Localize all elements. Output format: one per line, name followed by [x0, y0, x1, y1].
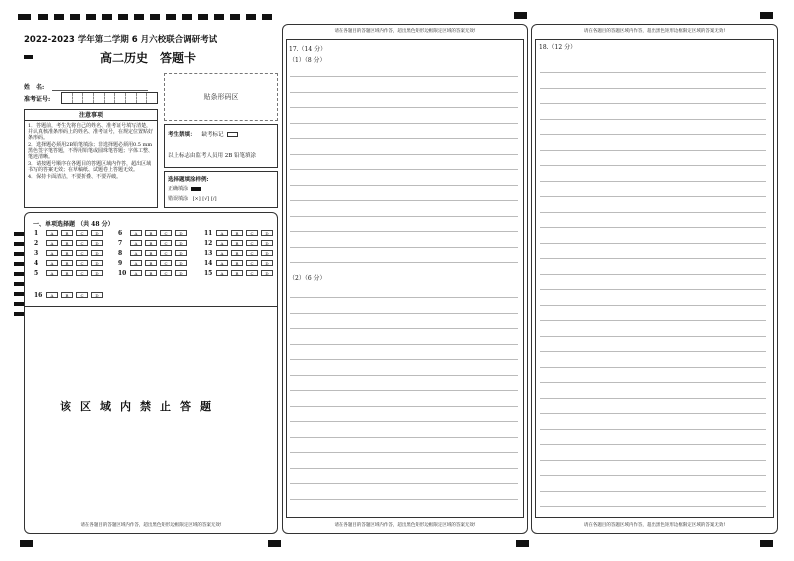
mcq-question-row	[118, 259, 190, 267]
ruled-line	[540, 305, 766, 306]
answer-bubble-b[interactable]: B	[61, 292, 73, 298]
ruled-line	[290, 468, 518, 469]
question-number: 2	[34, 239, 39, 247]
ruled-line	[540, 243, 766, 244]
ruled-line	[290, 297, 518, 298]
answer-bubble-c[interactable]: C	[76, 292, 88, 298]
ruled-line	[540, 150, 766, 151]
answer-bubble-a[interactable]: A	[46, 292, 58, 298]
name-field[interactable]	[52, 90, 148, 91]
question-number: 13	[204, 249, 213, 257]
forbidden-label: 考生禁填：	[168, 132, 196, 138]
absent-mark-label: 缺考标记	[201, 132, 224, 138]
mcq-question-row	[204, 269, 276, 277]
ruled-line	[290, 390, 518, 391]
ruled-line	[290, 344, 518, 345]
answer-bubble-c[interactable]: C	[76, 260, 88, 266]
ruled-line	[540, 196, 766, 197]
exam-id-boxes[interactable]	[61, 92, 158, 104]
ruled-line	[290, 200, 518, 201]
answer-bubble-c[interactable]: C	[76, 270, 88, 276]
ruled-line	[540, 475, 766, 476]
ruled-line	[290, 154, 518, 155]
answer-bubble-d[interactable]: D	[261, 270, 273, 276]
answer-bubble-b[interactable]: B	[145, 250, 157, 256]
absent-mark-box[interactable]	[227, 132, 238, 137]
answer-bubble-d[interactable]: D	[91, 240, 103, 246]
notes-title: 注意事项	[25, 110, 157, 121]
answer-bubble-d[interactable]: D	[175, 250, 187, 256]
barcode-label: 贴条形码区	[203, 93, 239, 101]
notes-item: 2．选择题必须用2B铅笔填涂；非选择题必须用0.5 mm 黑色签字笔答题，不得用铅笔或圆珠笔答题；字体工整、笔迹清晰。	[28, 142, 154, 160]
exam-title: 2022-2023 学年第二学期 6 月六校联合调研考试	[24, 35, 218, 45]
answer-bubble-c[interactable]: C	[160, 230, 172, 236]
boundary-note: 请在各题目的答题区域内作答，超出黑色矩形边框限定区域的答案无效!	[583, 29, 726, 34]
question-number: 8	[118, 249, 123, 257]
answer-bubble-a[interactable]: A	[216, 240, 228, 246]
ruled-line	[540, 119, 766, 120]
ruled-line	[540, 72, 766, 73]
answer-bubble-b[interactable]: B	[145, 270, 157, 276]
question-number: 3	[34, 249, 39, 257]
ruled-line	[540, 134, 766, 135]
ruled-line	[540, 429, 766, 430]
sample-title: 选择题填涂样例:	[168, 177, 209, 183]
mcq-question-row	[204, 229, 276, 237]
mcq-question-row	[34, 259, 106, 267]
ruled-line	[290, 107, 518, 108]
question-number: 14	[204, 259, 213, 267]
ruled-line	[540, 320, 766, 321]
question-number: 16	[34, 291, 43, 299]
answer-bubble-d[interactable]: D	[91, 270, 103, 276]
mcq-question-row	[34, 291, 106, 299]
answer-bubble-d[interactable]: D	[91, 250, 103, 256]
question-number: 6	[118, 229, 123, 237]
ruled-line	[540, 227, 766, 228]
no-answer-zone: 该区域内禁止答题	[60, 400, 220, 413]
ruled-line	[540, 336, 766, 337]
ruled-line	[290, 375, 518, 376]
ruled-line	[290, 247, 518, 248]
answer-bubble-d[interactable]: D	[261, 260, 273, 266]
mcq-question-row	[204, 259, 276, 267]
answer-bubble-c[interactable]: C	[160, 250, 172, 256]
ruled-line	[540, 506, 766, 507]
notes-item: 4．保持卡面清洁，不要折叠、不要弄破。	[28, 174, 122, 180]
boundary-note: 请在各题目的答题区域内作答，超出黑色矩形边框限定区域的答案无效!	[583, 523, 726, 528]
answer-bubble-b[interactable]: B	[231, 240, 243, 246]
ruled-line	[290, 437, 518, 438]
answer-bubble-a[interactable]: A	[130, 230, 142, 236]
answer-bubble-b[interactable]: B	[61, 230, 73, 236]
answer-bubble-c[interactable]: C	[160, 260, 172, 266]
answer-bubble-d[interactable]: D	[91, 260, 103, 266]
answer-bubble-d[interactable]: D	[261, 230, 273, 236]
answer-bubble-d[interactable]: D	[175, 260, 187, 266]
ruled-line	[540, 212, 766, 213]
question-number: 15	[204, 269, 213, 277]
answer-bubble-c[interactable]: C	[76, 230, 88, 236]
boundary-note: 请在各题目的答题区域内作答，超出黑色矩形边框限定区域的答案无效!	[80, 523, 222, 528]
ruled-line	[290, 216, 518, 217]
answer-bubble-d[interactable]: D	[261, 240, 273, 246]
ruled-line	[290, 123, 518, 124]
barcode-area	[164, 73, 278, 121]
answer-bubble-a[interactable]: A	[46, 240, 58, 246]
answer-bubble-a[interactable]: A	[46, 250, 58, 256]
q18-answer-box[interactable]	[535, 39, 774, 518]
answer-bubble-c[interactable]: C	[76, 240, 88, 246]
answer-bubble-d[interactable]: D	[175, 230, 187, 236]
proctor-box	[164, 124, 278, 168]
notes-item: 1．答题前，考生先将自己的姓名、准考证号填写清楚，并认真核准条形码上的姓名、准考证号，在规定位置贴好条形码。	[28, 123, 154, 141]
answer-bubble-c[interactable]: C	[160, 240, 172, 246]
ruled-line	[290, 328, 518, 329]
exam-id-label: 准考证号:	[24, 96, 51, 103]
question-number: 11	[204, 229, 213, 237]
answer-bubble-b[interactable]: B	[61, 240, 73, 246]
answer-bubble-b[interactable]: B	[231, 230, 243, 236]
name-label: 姓 名:	[24, 84, 45, 91]
answer-bubble-c[interactable]: C	[246, 260, 258, 266]
answer-bubble-c[interactable]: C	[76, 250, 88, 256]
mcq-question-row	[204, 249, 276, 257]
answer-bubble-b[interactable]: B	[145, 240, 157, 246]
mcq-title: 一、单项选择题 （共 48 分）	[33, 221, 114, 228]
boundary-note: 请在各题目的答题区域内作答，超出黑色矩形边框限定区域的答案无效!	[334, 29, 476, 34]
ruled-line	[290, 231, 518, 232]
answer-bubble-b[interactable]: B	[145, 230, 157, 236]
question-number: 5	[34, 269, 39, 277]
question-number: 9	[118, 259, 123, 267]
q17-part1: （1）（8 分）	[289, 57, 326, 64]
answer-bubble-b[interactable]: B	[61, 270, 73, 276]
q17-title: 17.（14 分）	[289, 46, 327, 53]
ruled-line	[290, 92, 518, 93]
ruled-line	[540, 382, 766, 383]
ruled-line	[540, 289, 766, 290]
ruled-line	[290, 185, 518, 186]
question-number: 12	[204, 239, 213, 247]
mcq-question-row	[34, 229, 106, 237]
ruled-line	[540, 165, 766, 166]
q18-title: 18.（12 分）	[539, 44, 577, 51]
notes-item: 3．请按题号顺序在各题目的答题区域内作答，超出区域书写的答案无效；在草稿纸、试题卷上答题无效。	[28, 161, 152, 173]
answer-bubble-b[interactable]: B	[231, 250, 243, 256]
answer-bubble-b[interactable]: B	[61, 250, 73, 256]
notes-box	[24, 109, 158, 208]
subject-title: 高二历史 答题卡	[100, 51, 197, 65]
ruled-line	[290, 483, 518, 484]
sample-wrong: 错误填涂	[168, 196, 189, 202]
filled-bubble-icon	[191, 187, 201, 191]
answer-bubble-b[interactable]: B	[145, 260, 157, 266]
ruled-line	[290, 76, 518, 77]
answer-bubble-a[interactable]: A	[216, 260, 228, 266]
ruled-line	[290, 169, 518, 170]
ruled-line	[540, 367, 766, 368]
answer-bubble-d[interactable]: D	[91, 230, 103, 236]
answer-bubble-c[interactable]: C	[246, 250, 258, 256]
question-number: 10	[118, 269, 127, 277]
ruled-line	[540, 398, 766, 399]
mcq-question-row	[118, 269, 190, 277]
answer-bubble-a[interactable]: A	[216, 270, 228, 276]
answer-bubble-b[interactable]: B	[231, 260, 243, 266]
answer-bubble-a[interactable]: A	[216, 250, 228, 256]
ruled-line	[290, 262, 518, 263]
sample-box	[164, 171, 278, 208]
ruled-line	[290, 421, 518, 422]
answer-bubble-a[interactable]: A	[46, 260, 58, 266]
ruled-line	[540, 444, 766, 445]
ruled-line	[290, 452, 518, 453]
answer-bubble-a[interactable]: A	[46, 270, 58, 276]
mcq-question-row	[204, 239, 276, 247]
mcq-question-row	[34, 269, 106, 277]
ruled-line	[540, 181, 766, 182]
answer-bubble-a[interactable]: A	[130, 240, 142, 246]
answer-bubble-c[interactable]: C	[246, 270, 258, 276]
forbidden-note: 以上标志由监考人员用 2B 铅笔填涂	[168, 153, 257, 159]
answer-bubble-a[interactable]: A	[130, 270, 142, 276]
answer-bubble-c[interactable]: C	[246, 230, 258, 236]
ruled-line	[540, 491, 766, 492]
answer-bubble-a[interactable]: A	[216, 230, 228, 236]
mcq-question-row	[118, 239, 190, 247]
answer-bubble-b[interactable]: B	[61, 260, 73, 266]
page-marker	[24, 55, 33, 59]
question-number: 4	[34, 259, 39, 267]
answer-bubble-d[interactable]: D	[261, 250, 273, 256]
mcq-question-row	[118, 249, 190, 257]
ruled-line	[540, 258, 766, 259]
ruled-line	[540, 460, 766, 461]
q17-part2: （2）（6 分）	[289, 275, 326, 282]
ruled-line	[290, 359, 518, 360]
ruled-line	[540, 274, 766, 275]
question-number: 1	[34, 229, 39, 237]
mcq-divider	[25, 306, 277, 307]
ruled-line	[290, 499, 518, 500]
answer-bubble-d[interactable]: D	[175, 270, 187, 276]
answer-bubble-a[interactable]: A	[46, 230, 58, 236]
question-number: 7	[118, 239, 123, 247]
boundary-note: 请在各题目的答题区域内作答，超出黑色矩形边框限定区域的答案无效!	[334, 523, 476, 528]
sample-correct: 正确填涂	[168, 186, 189, 192]
mcq-question-row	[118, 229, 190, 237]
answer-bubble-b[interactable]: B	[231, 270, 243, 276]
answer-bubble-a[interactable]: A	[130, 260, 142, 266]
ruled-line	[540, 88, 766, 89]
answer-bubble-d[interactable]: D	[175, 240, 187, 246]
answer-bubble-a[interactable]: A	[130, 250, 142, 256]
answer-bubble-c[interactable]: C	[246, 240, 258, 246]
ruled-line	[540, 351, 766, 352]
ruled-line	[540, 413, 766, 414]
ruled-line	[290, 138, 518, 139]
mcq-question-row	[34, 239, 106, 247]
wrong-marks: [×] [√] [/]	[192, 196, 217, 202]
mcq-question-row	[34, 249, 106, 257]
answer-bubble-c[interactable]: C	[160, 270, 172, 276]
answer-bubble-d[interactable]: D	[91, 292, 103, 298]
ruled-line	[540, 103, 766, 104]
ruled-line	[290, 313, 518, 314]
ruled-line	[290, 406, 518, 407]
